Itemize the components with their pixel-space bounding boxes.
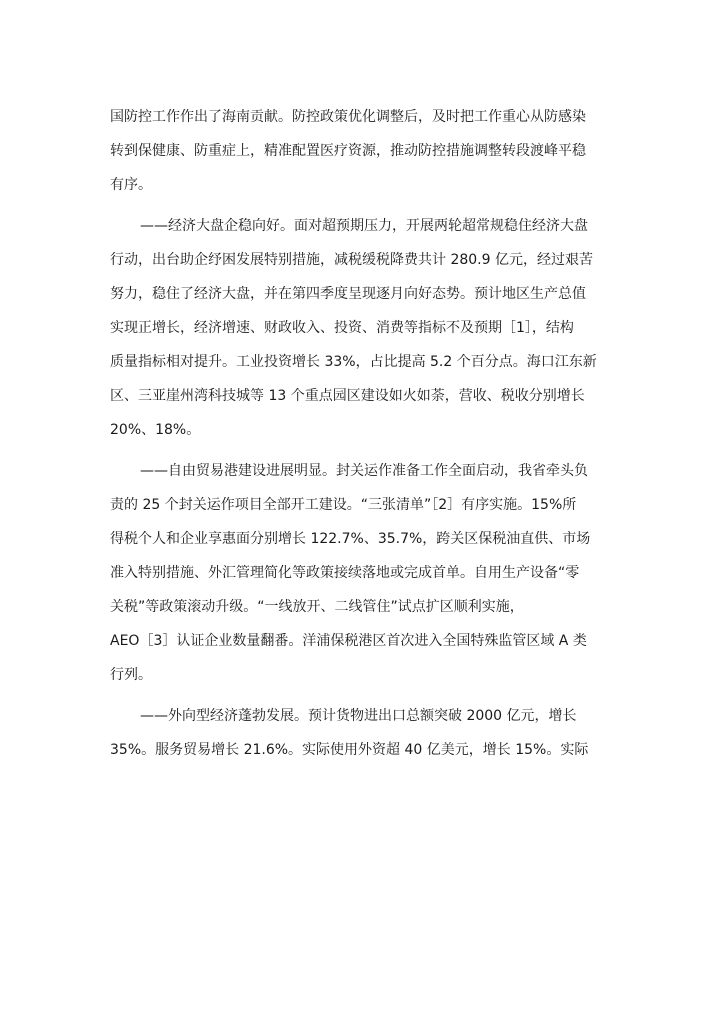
text-line: ——外向型经济蓬勃发展。预计货物进出口总额突破 2000 亿元，增长	[140, 708, 577, 724]
text-line: 行动，出台助企纾困发展特别措施，减税缓税降费共计 280.9 亿元，经过艰苦	[110, 252, 593, 268]
text-line: 行列。	[110, 667, 152, 683]
text-line: 准入特别措施、外汇管理简化等政策接续落地或完成首单。自用生产设备“零	[110, 565, 580, 581]
text-line: ——自由贸易港建设进展明显。封关运作准备工作全面启动，我省牵头负	[140, 463, 588, 479]
paragraph-free-trade-port	[110, 457, 620, 695]
text-line: 转到保健康、防重症上，精准配置医疗资源，推动防控措施调整转段渡峰平稳	[110, 143, 586, 159]
text-line: AEO［3］认证企业数量翻番。洋浦保税港区首次进入全国特殊监管区域 A 类	[110, 633, 587, 649]
text-line: 责的 25 个封关运作项目全部开工建设。“三张清单”［2］有序实施。15%所	[110, 497, 577, 513]
text-line: 35%。服务贸易增长 21.6%。实际使用外资超 40 亿美元，增长 15%。实际	[110, 742, 589, 758]
text-line: 区、三亚崖州湾科技城等 13 个重点园区建设如火如荼，营收、税收分别增长	[110, 388, 585, 404]
text-line: 国防控工作作出了海南贡献。防控政策优化调整后，及时把工作重心从防感染	[110, 109, 586, 125]
text-line: 有序。	[110, 177, 152, 193]
paragraph-economy	[110, 212, 620, 450]
text-line: 关税”等政策滚动升级。“一线放开、二线管住”试点扩区顺利实施，	[110, 599, 524, 615]
document-page	[110, 103, 620, 777]
text-line: 质量指标相对提升。工业投资增长 33%，占比提高 5.2 个百分点。海口江东新	[110, 354, 597, 370]
text-line: ——经济大盘企稳向好。面对超预期压力，开展两轮超常规稳住经济大盘	[140, 218, 588, 234]
paragraph-covid-response	[110, 103, 620, 205]
text-line: 实现正增长，经济增速、财政收入、投资、消费等指标不及预期［1］，结构	[110, 320, 574, 336]
text-line: 努力，稳住了经济大盘，并在第四季度呈现逐月向好态势。预计地区生产总值	[110, 286, 586, 302]
text-line: 20%、18%。	[110, 422, 201, 438]
paragraph-export-economy	[110, 702, 620, 770]
text-line: 得税个人和企业享惠面分别增长 122.7%、35.7%，跨关区保税油直供、市场	[110, 531, 591, 547]
